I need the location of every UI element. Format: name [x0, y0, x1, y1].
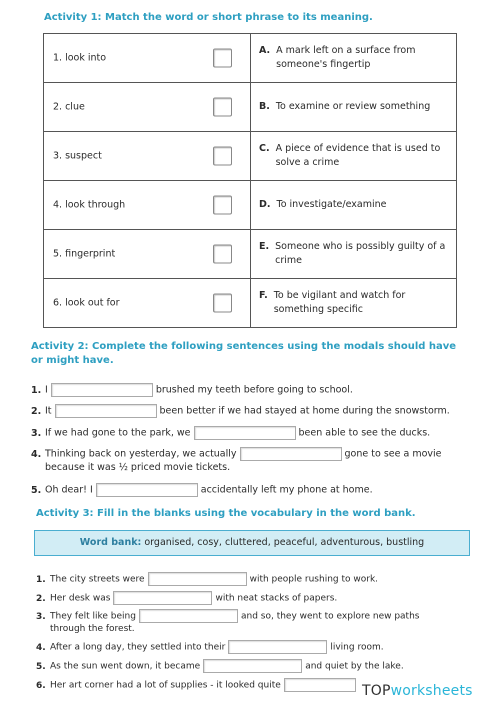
def-letter: A. — [259, 45, 271, 56]
logo-worksheets: worksheets — [390, 683, 473, 699]
sentence-3-6 — [36, 678, 359, 693]
sentence-text: been able to see the ducks. — [298, 427, 431, 439]
sentence-number: 2. — [36, 593, 46, 604]
def-letter: D. — [259, 199, 271, 210]
def-letter: C. — [259, 143, 270, 154]
sentence-text: Her art corner had a lot of supplies - it looked quite — [50, 680, 281, 691]
sentence-text: Her desk was — [50, 593, 111, 604]
activity3-heading: Activity 3: Fill in the blanks using the vocabulary in the word bank. — [36, 508, 416, 519]
activity1-heading: Activity 1: Match the word or short phrase to its meaning. — [44, 12, 373, 23]
term-text: 2. clue — [53, 101, 85, 113]
blank-input[interactable] — [228, 640, 327, 654]
sentence-text: and quiet by the lake. — [305, 661, 404, 672]
answer-box-3[interactable] — [213, 147, 232, 166]
sentence-2-3 — [31, 426, 430, 441]
term-text: 6. look out for — [53, 297, 120, 309]
sentence-text: Thinking back on yesterday, we actually — [45, 448, 237, 460]
topworksheets-logo[interactable] — [362, 683, 473, 699]
sentence-text: living room. — [330, 642, 384, 653]
sentence-number: 5. — [36, 661, 46, 672]
answer-box-1[interactable] — [213, 49, 232, 68]
sentence-continuation: because it was ½ priced movie tickets. — [45, 462, 231, 473]
def-letter: F. — [259, 290, 268, 301]
term-text: 1. look into — [53, 52, 107, 64]
sentence-text: After a long day, they settled into their — [50, 642, 226, 653]
term-text: 4. look through — [53, 199, 126, 211]
match-table — [43, 33, 457, 328]
sentence-text: The city streets were — [50, 574, 145, 585]
sentence-3-4 — [36, 640, 384, 655]
def-letter: B. — [259, 101, 270, 112]
sentence-number: 1. — [31, 384, 42, 396]
sentence-3-5 — [36, 659, 404, 674]
answer-box-6[interactable] — [213, 294, 232, 313]
logo-top: TOP — [362, 683, 391, 699]
def-text: A piece of evidence that is used to solve a crime — [275, 143, 441, 168]
blank-input[interactable] — [113, 591, 212, 605]
sentence-2-5 — [31, 483, 373, 498]
def-text: Someone who is possibly guilty of a crime — [275, 241, 446, 266]
sentence-text: They felt like being — [50, 611, 136, 622]
def-letter: E. — [259, 241, 270, 252]
word-bank — [34, 530, 470, 556]
sentence-text: been better if we had stayed at home during the snowstorm. — [159, 405, 450, 417]
sentence-continuation: through the forest. — [50, 624, 135, 634]
sentence-number: 6. — [36, 680, 46, 691]
blank-input[interactable] — [96, 483, 198, 497]
term-text: 5. fingerprint — [53, 248, 116, 260]
blank-input[interactable] — [51, 383, 153, 397]
sentence-2-1 — [31, 383, 353, 398]
sentence-text: It — [45, 405, 52, 417]
sentence-text: with people rushing to work. — [249, 574, 379, 585]
sentence-3-2 — [36, 591, 337, 606]
sentence-text: I — [45, 384, 48, 396]
sentence-text: If we had gone to the park, we — [45, 427, 191, 439]
blank-input[interactable] — [148, 572, 247, 586]
sentence-text: Oh dear! I — [45, 484, 93, 496]
def-text: A mark left on a surface from someone's fingertip — [276, 45, 416, 70]
sentence-text: and so, they went to explore new paths — [240, 611, 420, 622]
sentence-3-1 — [36, 572, 378, 587]
sentence-text: As the sun went down, it became — [50, 661, 201, 672]
activity2-heading: Activity 2: Complete the following sentences using the modals should have or might have. — [31, 341, 457, 366]
sentence-number: 1. — [36, 574, 46, 585]
sentence-text: gone to see a movie — [344, 448, 442, 460]
word-bank-words: organised, cosy, cluttered, peaceful, adventurous, bustling — [144, 537, 425, 548]
sentence-text: with neat stacks of papers. — [215, 593, 338, 604]
answer-box-5[interactable] — [213, 245, 232, 264]
blank-input[interactable] — [194, 426, 296, 440]
answer-box-2[interactable] — [213, 98, 232, 117]
sentence-number: 4. — [31, 448, 42, 460]
term-text: 3. suspect — [53, 150, 102, 162]
table-row — [44, 83, 457, 132]
sentence-2-4 — [31, 447, 442, 462]
blank-input[interactable] — [240, 447, 342, 461]
sentence-2-2 — [31, 404, 450, 419]
blank-input[interactable] — [139, 609, 238, 623]
sentence-text: accidentally left my phone at home. — [200, 484, 373, 496]
table-row — [44, 230, 457, 279]
sentence-number: 4. — [36, 642, 46, 653]
sentence-number: 5. — [31, 484, 42, 496]
blank-input[interactable] — [55, 404, 157, 418]
sentence-number: 3. — [36, 611, 46, 622]
table-row — [44, 279, 457, 328]
table-row — [44, 34, 457, 83]
def-text: To be vigilant and watch for something specific — [273, 290, 406, 315]
table-row — [44, 181, 457, 230]
sentence-number: 3. — [31, 427, 42, 439]
table-row — [44, 132, 457, 181]
answer-box-4[interactable] — [213, 196, 232, 215]
def-text: To examine or review something — [275, 101, 431, 112]
def-text: To investigate/examine — [276, 199, 387, 210]
blank-input[interactable] — [284, 678, 356, 692]
blank-input[interactable] — [203, 659, 302, 673]
sentence-text: brushed my teeth before going to school. — [155, 384, 353, 396]
word-bank-label: Word bank: — [79, 537, 142, 548]
sentence-number: 2. — [31, 405, 42, 417]
